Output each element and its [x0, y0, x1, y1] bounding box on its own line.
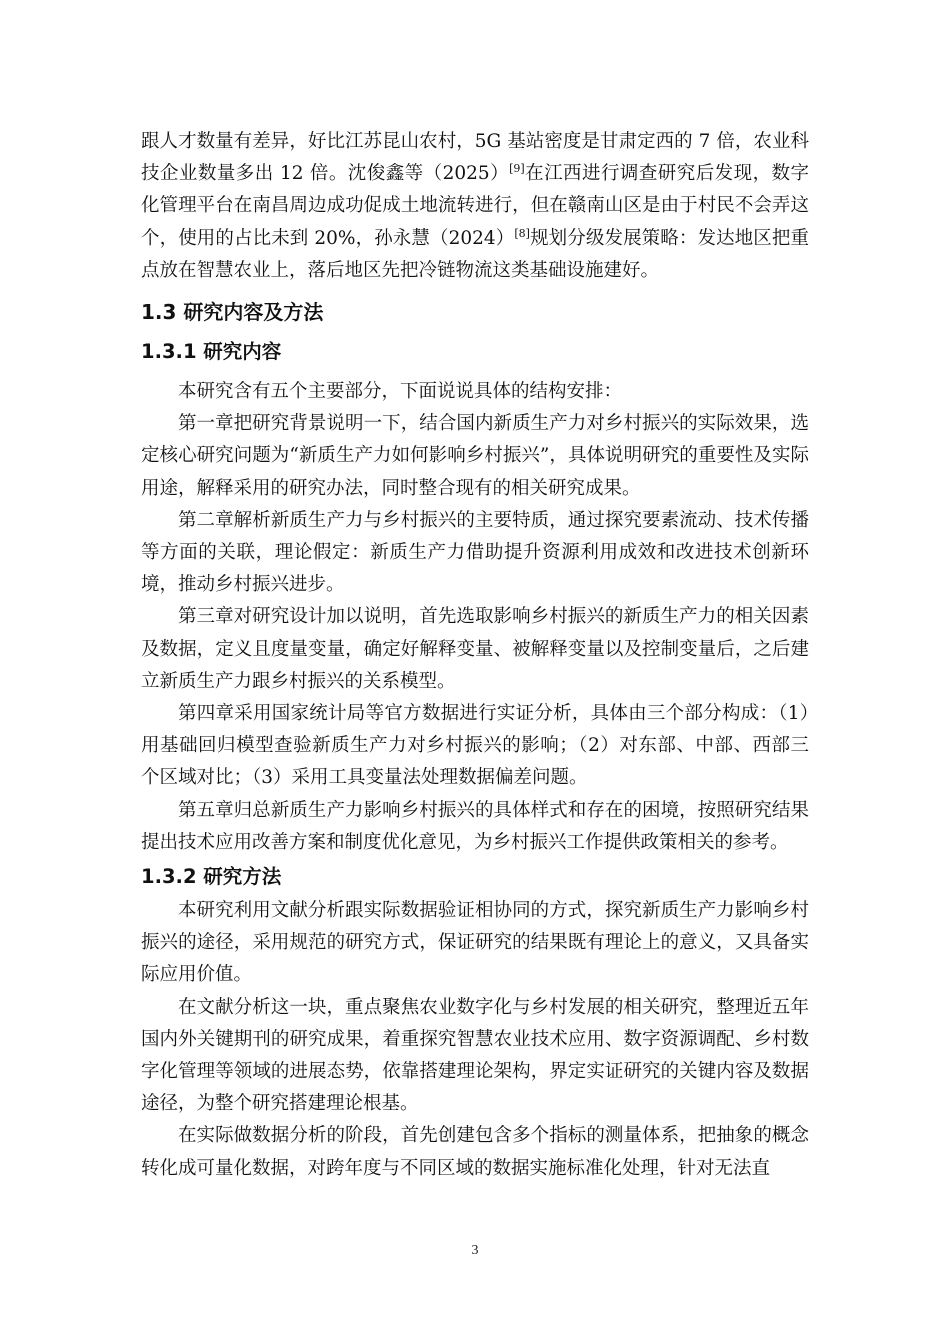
intro-text-part3: 规划分级发展策略：发达地区把重点放在智慧农业上，落后地区先把冷链物流这类基础设施建好。	[141, 227, 809, 281]
document-page	[141, 126, 809, 1185]
content-paragraph: 第五章归总新质生产力影响乡村振兴的具体样式和存在的困境，按照研究结果提出技术应用改善方案和制度优化意见，为乡村振兴工作提供政策相关的参考。	[141, 799, 809, 853]
section-heading-1-3-2: 1.3.2 研究方法	[141, 865, 282, 889]
citation-8: [8]	[514, 226, 530, 240]
content-paragraph: 第二章解析新质生产力与乡村振兴的主要特质，通过探究要素流动、技术传播等方面的关联，理论假定：新质生产力借助提升资源利用成效和改进技术创新环境，推动乡村振兴进步。	[141, 509, 809, 596]
content-paragraph: 第四章采用国家统计局等官方数据进行实证分析，具体由三个部分构成：（1）用基础回归模型查验新质生产力对乡村振兴的影响；（2）对东部、中部、西部三个区域对比；（3）采用工具变量法处理数据偏差问题。	[141, 703, 809, 789]
section-heading-1-3-1: 1.3.1 研究内容	[141, 340, 282, 364]
intro-text-part1: 跟人才数量有差异，好比江苏昆山农村，5G 基站密度是甘肃定西的 7 倍，农业科技企业数量多出 12 倍。沈俊鑫等（2025）	[141, 131, 809, 185]
section-1-3-1-body	[141, 376, 809, 859]
section-heading-1-3: 1.3 研究内容及方法	[141, 300, 324, 325]
content-paragraph: 在文献分析这一块，重点聚焦农业数字化与乡村发展的相关研究，整理近五年国内外关键期刊的研究成果，着重探究智慧农业技术应用、数字资源调配、乡村数字化管理等领域的进展态势，依靠搭建理论架构，界定实证研究的关键内容及数据途径，为整个研究搭建理论根基。	[141, 996, 809, 1115]
citation-9: [9]	[509, 162, 525, 176]
section-1-3-2-body	[141, 895, 809, 1185]
content-paragraph: 第三章对研究设计加以说明，首先选取影响乡村振兴的新质生产力的相关因素及数据，定义且度量变量，确定好解释变量、被解释变量以及控制变量后，之后建立新质生产力跟乡村振兴的关系模型。	[141, 606, 809, 692]
content-paragraph: 第一章把研究背景说明一下，结合国内新质生产力对乡村振兴的实际效果，选定核心研究问题为“新质生产力如何影响乡村振兴”，具体说明研究的重要性及实际用途，解释采用的研究办法，同时整合现有的相关研究成果。	[141, 413, 809, 499]
intro-text-part2: 在江西进行调查研究后发现，数字化管理平台在南昌周边成功促成土地流转进行，但在赣南山区是由于村民不会弄这个，使用的占比未到 20%，孙永慧（2024）	[141, 163, 809, 249]
content-paragraph: 在实际做数据分析的阶段，首先创建包含多个指标的测量体系，把抽象的概念转化成可量化数据，对跨年度与不同区域的数据实施标准化处理，针对无法直	[141, 1125, 809, 1179]
content-paragraph: 本研究含有五个主要部分，下面说说具体的结构安排：	[178, 381, 623, 403]
intro-paragraph	[141, 126, 809, 287]
page-number: 3	[471, 1243, 479, 1258]
content-paragraph: 本研究利用文献分析跟实际数据验证相协同的方式，探究新质生产力影响乡村振兴的途径，采用规范的研究方式，保证研究的结果既有理论上的意义，又具备实际应用价值。	[141, 900, 809, 986]
